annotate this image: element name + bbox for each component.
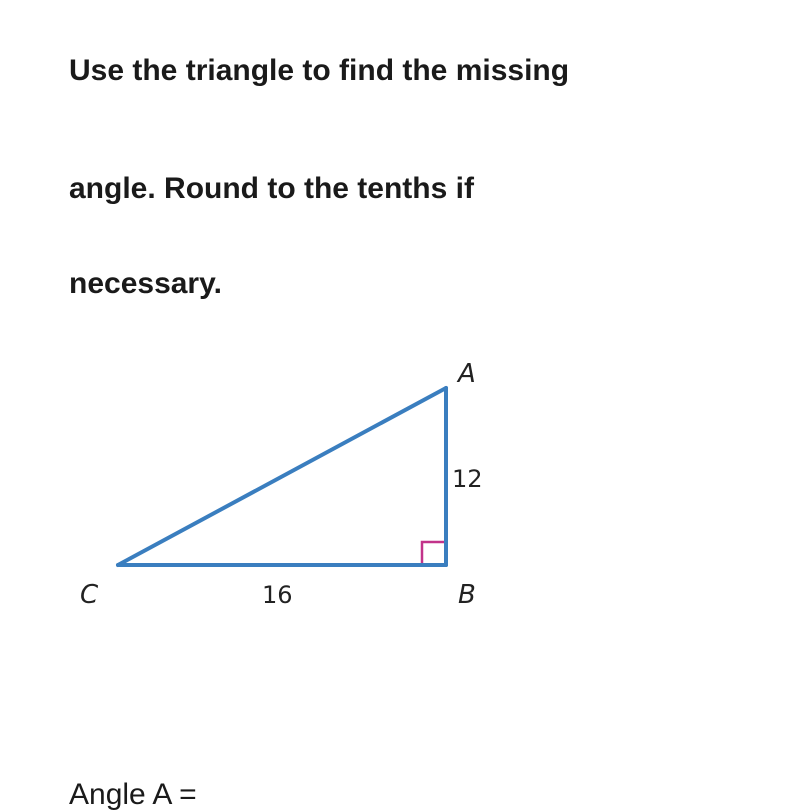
vertex-b-label: B	[458, 580, 476, 610]
question-line-2: angle. Round to the tenths if	[69, 172, 474, 205]
question-line-1: Use the triangle to find the missing	[69, 54, 570, 87]
side-ab-length: 12	[452, 465, 483, 493]
angle-a-answer-label: Angle A =	[69, 778, 197, 811]
vertex-c-label: C	[80, 580, 99, 610]
right-angle-marker	[422, 542, 446, 565]
vertex-a-label: A	[458, 359, 476, 389]
question-line-3: necessary.	[69, 267, 222, 300]
side-ac	[118, 388, 446, 565]
side-cb-length: 16	[262, 581, 293, 609]
